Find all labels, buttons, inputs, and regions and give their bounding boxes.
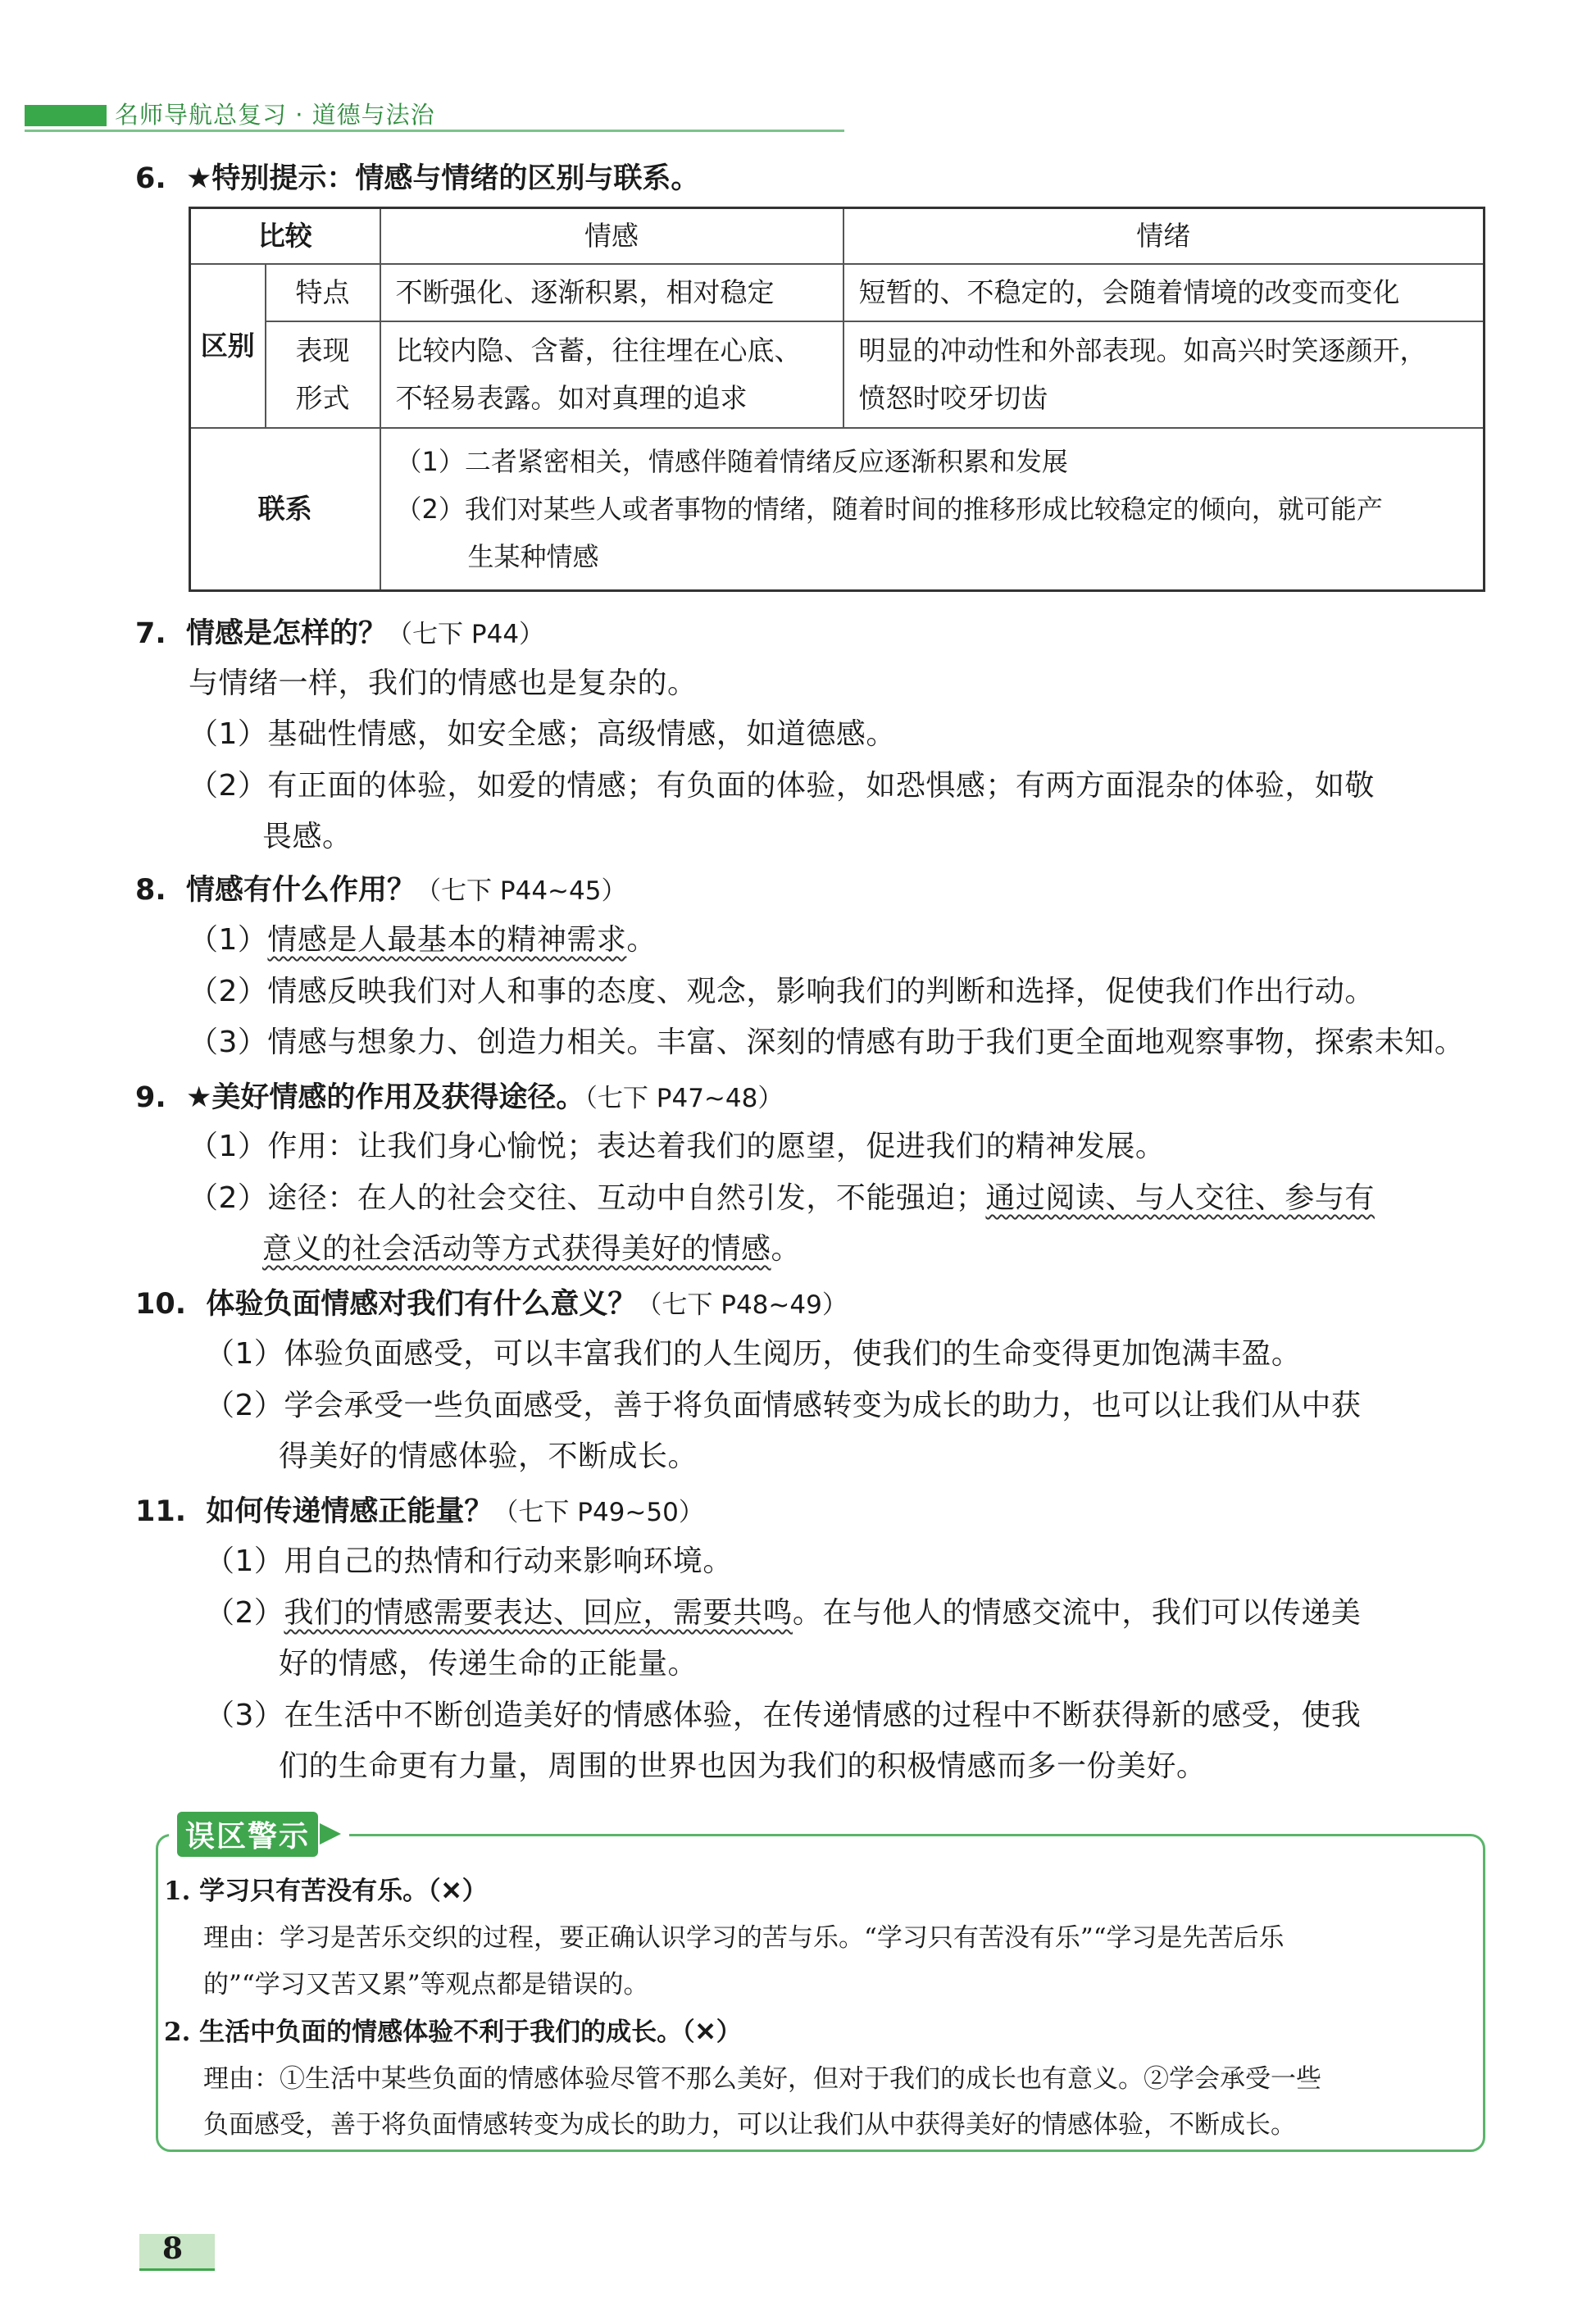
item-10-point-1: （1）体验负面感受，可以丰富我们的人生阅历，使我们的生命变得更加饱满丰盈。 [205,1337,1302,1371]
table-cell: 短暂的、不稳定的，会随着情境的改变而变化 [843,264,1485,321]
header-accent-bar [25,105,107,126]
table-cell: 明显的冲动性和外部表现。如高兴时笑逐颜开， 愤怒时咬牙切齿 [843,321,1485,428]
page-number: 8 [162,2231,184,2266]
item-11-point-2: （2）我们的情感需要表达、回应，需要共鸣。在与他人的情感交流中，我们可以传递美 [205,1596,1362,1630]
table-row-label-link: 联系 [190,428,380,591]
table-corner: 比较 [190,208,380,265]
misconception-2: 2. 生活中负面的情感体验不利于我们的成长。（✕） [164,2018,742,2047]
table-col-emotion-feeling: 情感 [380,208,843,265]
item-9-point-1: （1）作用：让我们身心愉悦；表达着我们的愿望，促进我们的精神发展。 [189,1130,1166,1163]
key-point-underline: 我们的情感需要表达、回应，需要共鸣 [284,1596,793,1630]
item-11-point-3-cont: 们的生命更有力量，周围的世界也因为我们的积极情感而多一份美好。 [279,1749,1207,1783]
item-8-point-2: （2）情感反映我们对人和事的态度、观念，影响我们的判断和选择，促使我们作出行动。 [189,975,1375,1008]
misconception-1-reason: 理由：学习是苦乐交织的过程，要正确认识学习的苦与乐。“学习只有苦没有乐”“学习是先苦后乐 [203,1923,1285,1953]
table-row-label-trait: 特点 [266,264,380,321]
table-col-mood: 情绪 [843,208,1485,265]
misconception-1: 1. 学习只有苦没有乐。（✕） [164,1877,488,1906]
item-8-point-3: （3）情感与想象力、创造力相关。丰富、深刻的情感有助于我们更全面地观察事物，探索未知。 [189,1026,1465,1059]
misconception-2-reason: 理由：①生活中某些负面的情感体验尽管不那么美好，但对于我们的成长也有意义。②学会承受一些 [203,2064,1321,2094]
item-7-point-2: （2）有正面的体验，如爱的情感；有负面的体验，如恐惧感；有两方面混杂的体验，如敬 [189,769,1375,803]
misconception-tag [169,1812,349,1856]
table-cell-link: （1）二者紧密相关，情感伴随着情绪反应逐渐积累和发展 （2）我们对某些人或者事物的情绪，随着时间的推移形成比较稳定的倾向，就可能产 生某种情感 [380,428,1485,591]
item-8-heading: 8. 情感有什么作用？（七下 P44~45） [135,874,627,907]
item-11-point-2-cont: 好的情感，传递生命的正能量。 [279,1647,698,1681]
item-9-point-2-cont: 意义的社会活动等方式获得美好的情感。 [262,1232,802,1266]
item-10-point-2-cont: 得美好的情感体验，不断成长。 [279,1440,698,1473]
item-6-heading: 6. ★特别提示：情感与情绪的区别与联系。 [135,162,700,195]
item-11-point-1: （1）用自己的热情和行动来影响环境。 [205,1544,733,1578]
page-number-rule [139,2268,215,2271]
item-11-point-3: （3）在生活中不断创造美好的情感体验，在传递情感的过程中不断获得新的感受，使我 [205,1699,1362,1732]
table-cell: 比较内隐、含蓄，往往埋在心底、 不轻易表露。如对真理的追求 [380,321,843,428]
item-9-heading: 9. ★美好情感的作用及获得途径。（七下 P47~48） [135,1081,784,1114]
misconception-label: 误区警示 [177,1812,318,1857]
table-cell: 不断强化、逐渐积累，相对稳定 [380,264,843,321]
item-9-point-2: （2）途径：在人的社会交往、互动中自然引发，不能强迫；通过阅读、与人交往、参与有 [189,1181,1375,1215]
key-point-underline: 通过阅读、与人交往、参与有 [985,1181,1375,1215]
comparison-table [189,207,1485,592]
key-point-underline: 情感是人最基本的精神需求 [267,923,627,957]
item-10-point-2: （2）学会承受一些负面感受，善于将负面情感转变为成长的助力，也可以让我们从中获 [205,1389,1362,1422]
item-7-intro: 与情绪一样，我们的情感也是复杂的。 [189,666,698,700]
misconception-1-reason-cont: 的”“学习又苦又累”等观点都是错误的。 [203,1970,649,1999]
table-row-label-expression: 表现 形式 [266,321,380,428]
misconception-2-reason-cont: 负面感受，善于将负面情感转变为成长的助力，可以让我们从中获得美好的情感体验，不断成长。 [203,2110,1296,2140]
item-10-heading: 10. 体验负面情感对我们有什么意义？（七下 P48~49） [135,1288,848,1321]
header-rule [25,130,844,132]
item-11-heading: 11. 如何传递情感正能量？（七下 P49~50） [135,1495,704,1528]
item-7-point-2-cont: 畏感。 [262,820,352,853]
key-point-underline: 意义的社会活动等方式获得美好的情感 [262,1232,771,1266]
table-group-difference: 区别 [190,264,266,428]
book-title: 名师导航总复习 · 道德与法治 [115,101,435,129]
item-7-point-1: （1）基础性情感，如安全感；高级情感，如道德感。 [189,717,896,751]
item-8-point-1: （1）情感是人最基本的精神需求。 [189,923,657,957]
item-7-heading: 7. 情感是怎样的？（七下 P44） [135,617,545,650]
